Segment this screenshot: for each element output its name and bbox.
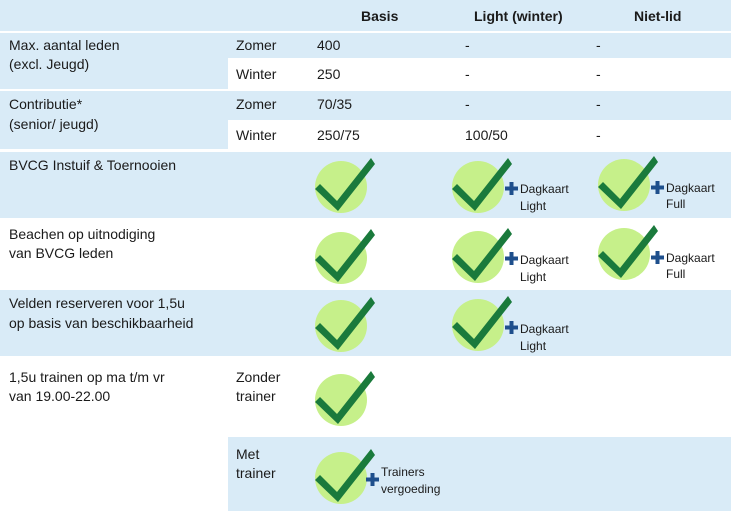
contributie-zomer-basis: 70/35 bbox=[317, 96, 353, 112]
beachen-light-note: Dagkaart bbox=[520, 253, 569, 267]
instuif-niet-note-sub: Full bbox=[666, 197, 686, 211]
beachen-niet-note: Dagkaart bbox=[666, 251, 715, 265]
max-leden-winter-light: - bbox=[465, 66, 470, 82]
max-leden-winter-basis: 250 bbox=[317, 66, 341, 82]
trainen-met-note-sub: vergoeding bbox=[381, 482, 441, 496]
velden-label-sub: op basis van beschikbaarheid bbox=[9, 315, 194, 331]
header-basis: Basis bbox=[361, 8, 399, 24]
beachen-niet-note-sub: Full bbox=[666, 267, 686, 281]
plus-icon bbox=[505, 321, 518, 334]
instuif-light-note-sub: Light bbox=[520, 199, 547, 213]
contributie-winter-niet: - bbox=[596, 127, 601, 143]
max-leden-label: Max. aantal leden bbox=[9, 37, 120, 53]
plus-icon bbox=[651, 251, 664, 264]
trainen-label-sub: van 19.00-22.00 bbox=[9, 388, 111, 404]
plus-icon bbox=[366, 473, 379, 486]
max-leden-winter-niet: - bbox=[596, 66, 601, 82]
max-leden-zomer-light: - bbox=[465, 37, 470, 53]
trainen-met-note: Trainers bbox=[381, 465, 425, 479]
check-icon bbox=[311, 366, 377, 428]
contributie-zomer: Zomer bbox=[236, 96, 277, 112]
max-leden-zomer-niet: - bbox=[596, 37, 601, 53]
contributie-winter-light: 100/50 bbox=[465, 127, 508, 143]
instuif-light-note: Dagkaart bbox=[520, 182, 569, 196]
instuif-niet-note: Dagkaart bbox=[666, 181, 715, 195]
contributie-zomer-niet: - bbox=[596, 96, 601, 112]
max-leden-zomer: Zomer bbox=[236, 37, 277, 53]
velden-light-note: Dagkaart bbox=[520, 322, 569, 336]
velden-light-note-sub: Light bbox=[520, 339, 547, 353]
plus-icon bbox=[505, 252, 518, 265]
max-leden-zomer-basis: 400 bbox=[317, 37, 341, 53]
trainen-label: 1,5u trainen op ma t/m vr bbox=[9, 369, 165, 385]
beachen-label-sub: van BVCG leden bbox=[9, 245, 114, 261]
check-icon bbox=[311, 292, 377, 354]
max-leden-label-sub: (excl. Jeugd) bbox=[9, 56, 90, 72]
beachen-light-note-sub: Light bbox=[520, 270, 547, 284]
max-leden-winter: Winter bbox=[236, 66, 277, 82]
trainen-met: Met bbox=[236, 446, 260, 462]
contributie-winter-basis: 250/75 bbox=[317, 127, 360, 143]
check-icon bbox=[311, 153, 377, 215]
plus-icon bbox=[505, 182, 518, 195]
header-niet-lid: Niet-lid bbox=[634, 8, 682, 24]
beachen-label: Beachen op uitnodiging bbox=[9, 226, 156, 242]
contributie-winter: Winter bbox=[236, 127, 277, 143]
trainen-zonder-sub: trainer bbox=[236, 388, 276, 404]
check-icon bbox=[311, 224, 377, 286]
instuif-label: BVCG Instuif & Toernooien bbox=[9, 157, 177, 173]
contributie-label-sub: (senior/ jeugd) bbox=[9, 116, 99, 132]
velden-label: Velden reserveren voor 1,5u bbox=[9, 295, 185, 311]
plus-icon bbox=[651, 181, 664, 194]
trainen-zonder: Zonder bbox=[236, 369, 281, 385]
header-light: Light (winter) bbox=[474, 8, 563, 24]
contributie-zomer-light: - bbox=[465, 96, 470, 112]
row-max-leden-winter-band bbox=[228, 58, 731, 89]
contributie-label: Contributie* bbox=[9, 96, 83, 112]
trainen-met-sub: trainer bbox=[236, 465, 276, 481]
row-trainen-met-band bbox=[228, 437, 731, 511]
